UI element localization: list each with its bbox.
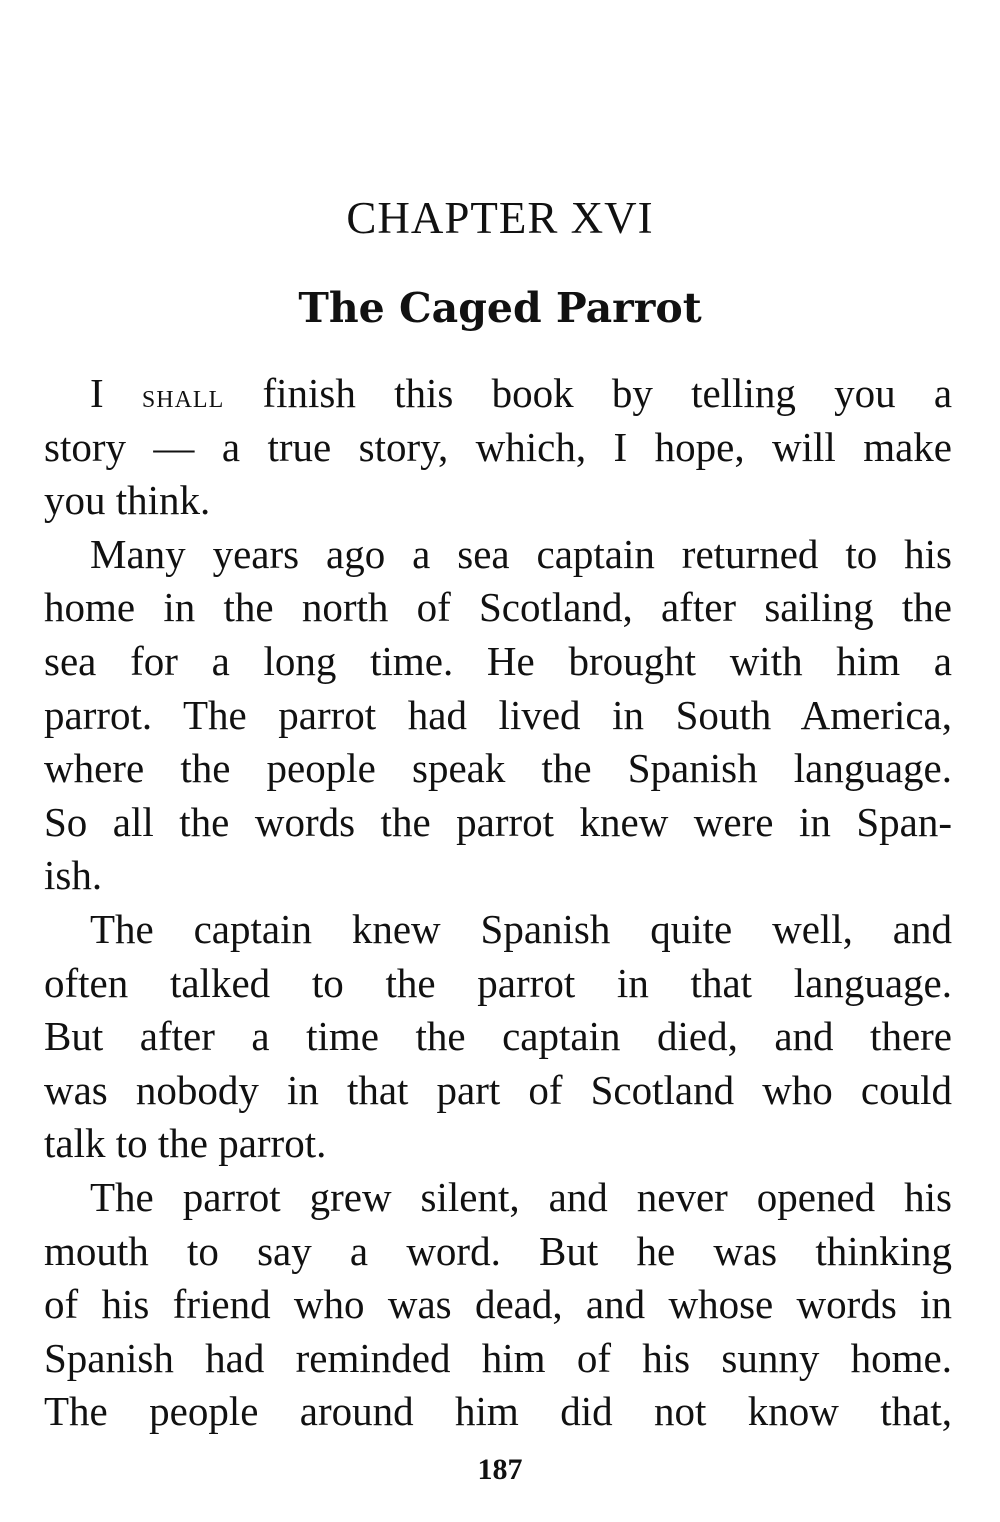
text-line: ish. (44, 852, 103, 899)
chapter-title: The Caged Parrot (298, 284, 702, 332)
text-line: Many years ago a sea captain returned to his (90, 530, 952, 577)
text-line: where the people speak the Spanish language. (44, 745, 952, 792)
text-line: The people around him did not know that, (44, 1388, 952, 1435)
text-line: talk to the parrot. (44, 1120, 327, 1167)
text-line: of his friend who was dead, and whose words in (44, 1281, 952, 1328)
body-text (44, 367, 952, 1439)
text-line: sea for a long time. He brought with him a (44, 637, 952, 684)
text-line: parrot. The parrot had lived in South America, (44, 691, 952, 738)
text-line: mouth to say a word. But he was thinking (44, 1227, 952, 1274)
opening-line-rest: finish this book by telling you a (262, 370, 953, 416)
paragraph (44, 367, 952, 528)
paragraph (44, 1171, 952, 1439)
text-line: you think. (44, 477, 211, 524)
text-line: Spanish had reminded him of his sunny home. (44, 1334, 952, 1381)
text-line: often talked to the parrot in that language. (44, 959, 952, 1006)
text-line: home in the north of Scotland, after sailing the (44, 584, 952, 631)
text-line: story — a true story, which, I hope, will make (44, 423, 952, 470)
page-number: 187 (477, 1453, 523, 1486)
text-line: So all the words the parrot knew were in Span- (44, 798, 952, 845)
opening-word: I (90, 370, 104, 416)
opening-small-caps: shall (141, 378, 225, 415)
text-line: was nobody in that part of Scotland who could (44, 1066, 952, 1113)
paragraph (44, 528, 952, 903)
chapter-number-heading: CHAPTER XVI (346, 193, 654, 243)
paragraph (44, 903, 952, 1171)
text-line: The parrot grew silent, and never opened his (90, 1173, 952, 1220)
text-line: The captain knew Spanish quite well, and (90, 905, 952, 952)
text-line (44, 367, 952, 421)
text-line: But after a time the captain died, and there (44, 1013, 952, 1060)
